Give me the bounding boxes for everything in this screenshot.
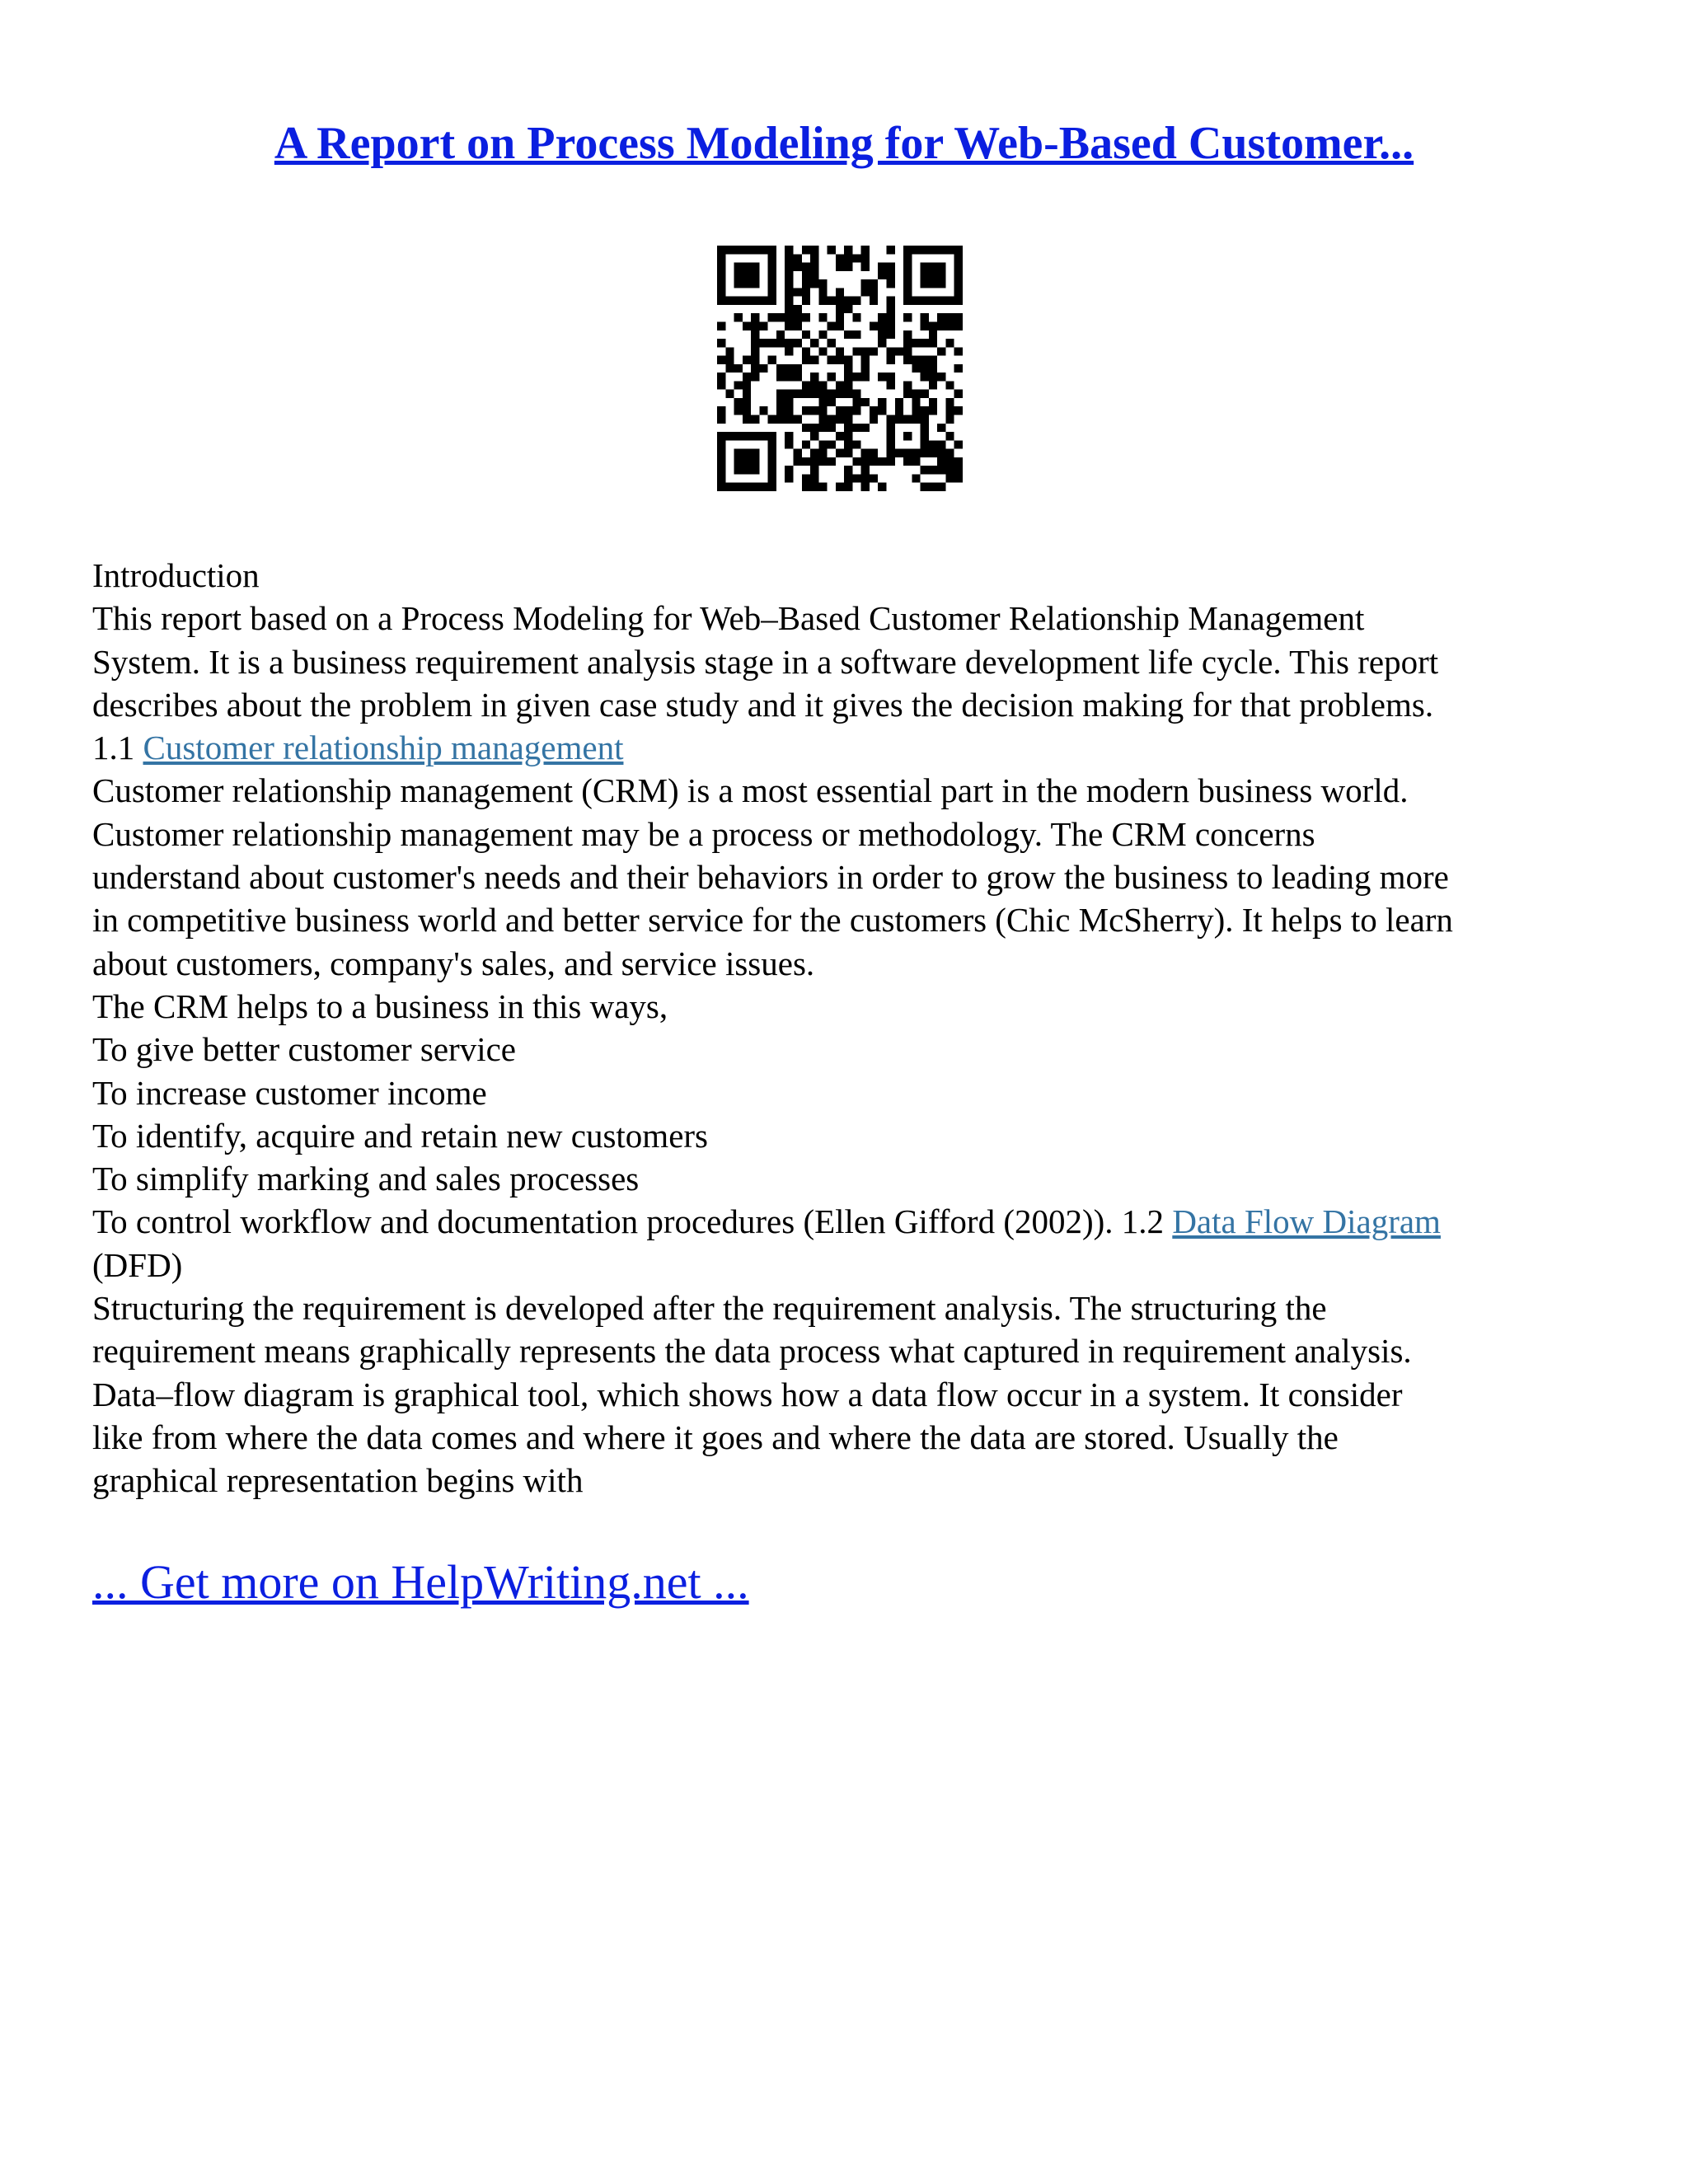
crm-list-item: To identify, acquire and retain new customers [92, 1116, 709, 1155]
crm-line: The CRM helps to a business in this ways, [92, 987, 668, 1025]
crm-line: Customer relationship management (CRM) is a most essential part in the modern business world. [92, 771, 1409, 810]
intro-line: This report based on a Process Modeling for Web–Based Customer Relationship Management [92, 599, 1365, 638]
dfd-line: graphical representation begins with [92, 1461, 584, 1500]
dfd-line: Data–flow diagram is graphical tool, which shows how a data flow occur in a system. It consider [92, 1375, 1403, 1413]
dfd-abbreviation: (DFD) [92, 1245, 183, 1284]
workflow-line [92, 1200, 1601, 1243]
section-heading-introduction: Introduction [92, 556, 260, 594]
crm-list-item: To increase customer income [92, 1073, 487, 1112]
crm-list-item: To simplify marking and sales processes [92, 1160, 640, 1198]
document-body [92, 554, 1601, 1502]
workflow-text: To control workflow and documentation procedures (Ellen Gifford (2002)). 1.2 [92, 1202, 1173, 1241]
section-1-1-heading [92, 726, 1601, 769]
data-flow-diagram-link[interactable]: Data Flow Diagram [1172, 1202, 1441, 1241]
page-title [0, 115, 1688, 171]
crm-line: in competitive business world and better service for the customers (Chic McSherry). It helps to learn [92, 901, 1453, 940]
dfd-line: Structuring the requirement is developed after the requirement analysis. The structuring the [92, 1289, 1327, 1328]
section-1-1-number: 1.1 [92, 729, 143, 767]
intro-line: describes about the problem in given case study and it gives the decision making for that problems. [92, 685, 1434, 724]
title-link[interactable]: A Report on Process Modeling for Web-Based Customer... [274, 118, 1414, 169]
crm-line: understand about customer's needs and their behaviors in order to grow the business to leading more [92, 858, 1449, 897]
dfd-line: requirement means graphically represents the data process what captured in requirement analysis. [92, 1332, 1412, 1371]
qr-code-icon [717, 246, 963, 491]
dfd-line: like from where the data comes and where it goes and where the data are stored. Usually the [92, 1418, 1339, 1456]
crm-line: Customer relationship management may be a process or methodology. The CRM concerns [92, 814, 1315, 853]
crm-line: about customers, company's sales, and service issues. [92, 944, 815, 982]
crm-list-item: To give better customer service [92, 1030, 516, 1069]
get-more-link[interactable]: ... Get more on HelpWriting.net ... [92, 1555, 749, 1609]
customer-relationship-management-link[interactable]: Customer relationship management [143, 729, 624, 767]
intro-line: System. It is a business requirement analysis stage in a software development life cycle. This report [92, 642, 1439, 681]
